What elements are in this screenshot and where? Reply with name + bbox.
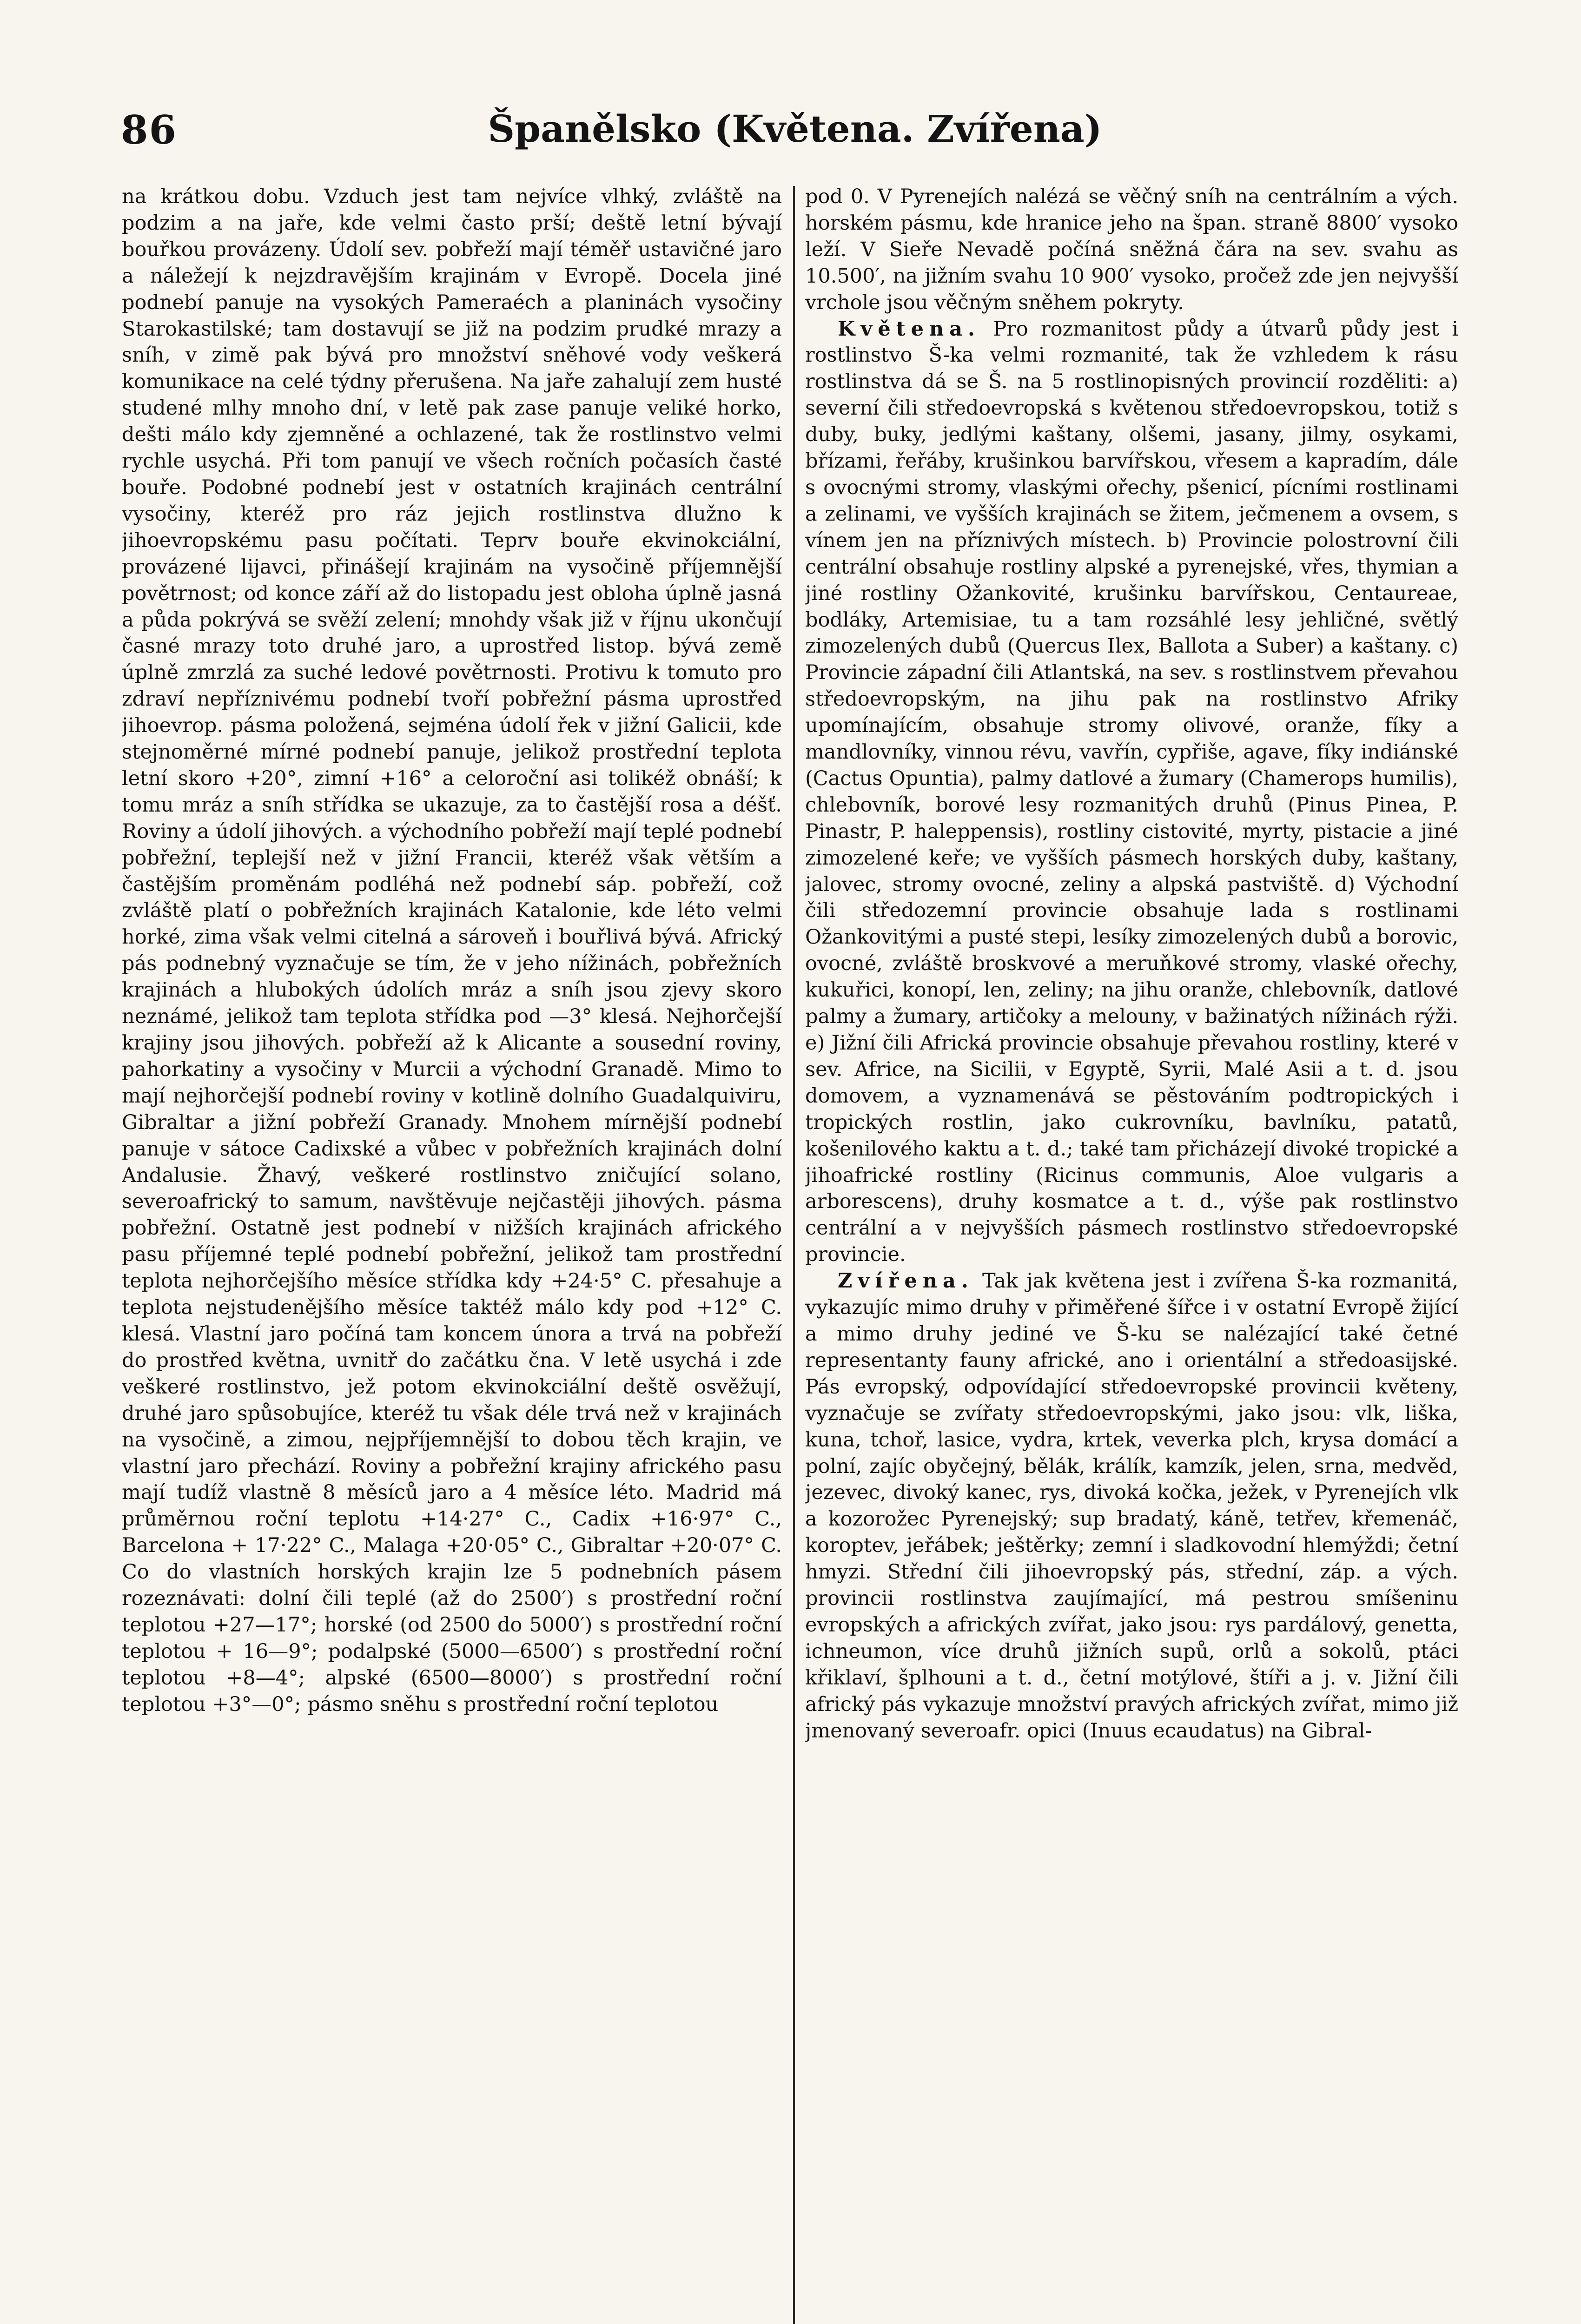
fauna-heading: Zvířena. bbox=[838, 1269, 974, 1293]
running-title: Španělsko (Květena. Zvířena) bbox=[488, 107, 1102, 151]
left-column bbox=[122, 184, 782, 2324]
flora-text: Pro rozmanitost půdy a útvarů půdy jest i rostlinstvo Š-ka velmi rozmanité, tak že vzhledem k rásu rostlinstva dá se Š. na 5 rostlinopisných provincií rozděliti: a) severní čili středoevropská s květenou středoevropskou, totiž s duby, buky, jedlými kaštany, olšemi, jasany, jilmy, osykami, břízami, řeřáby, krušinkou barvířskou, vřesem a kapradím, dále s ovocnými stromy, vlaskými ořechy, pšenicí, pícními rostlinami a zelinami, ve vyšších krajinách se žitem, ječmenem a ovsem, s vínem jen na příznivých místech. b) Provincie polostrovní čili centrální obsahuje rostliny alpské a pyrenejské, vřes, thymian a jiné rostliny Ožankovité, krušinku barvířskou, Centaureae, bodláky, Artemisiae, tu a tam rozsáhlé lesy jehličné, světlý zimozelených dubů (Quercus Ilex, Ballota a Suber) a kaštany. c) Provincie západní čili Atlantská, na sev. s rostlinstvem převahou středoevropským, na jihu pak na rostlinstvo Afriky upomínajícím, obsahuje stromy olivové, oranže, fíky a mandlovníky, vinnou révu, vavřín, cypřiše, agave, fíky indiánské (Cactus Opuntia), palmy datlové a žumary (Chamerops humilis), chlebovník, borové lesy rozmanitých druhů (Pinus Pinea, P. Pinastr, P. haleppensis), rostliny cistovité, myrty, pistacie a jiné zimozelené keře; ve vyšších pásmech horských duby, kaštany, jalovec, stromy ovocné, zeliny a alpská pastviště. d) Východní čili středozemní provincie obsahuje lada s rostlinami Ožankovitými a pusté stepi, lesíky zimozelených dubů a borovic, ovocné, zvláště broskvové a meruňkové stromy, vlaské ořechy, kukuřici, konopí, len, zeliny; na jihu oranže, chlebovník, datlové palmy a žumary, artičoky a melouny, v bažinatých nížinách rýži. e) Jižní čili Africká provincie obsahuje převahou rostliny, které v sev. Africe, na Sicilii, v Egyptě, Syrii, Malé Asii a t. d. jsou domovem, a vyznamenává se pěstováním podtropických i tropických rostlin, jako cukrovníku, bavlníku, patatů, košenilového kaktu a t. d.; také tam přicházejí divoké tropické a jihoafrické rostliny (Ricinus communis, Aloe vulgaris a arborescens), druhy kosmatce a t. d., výše pak rostlinstvo centrální a v nejvyšších pásmech rostlinstvo středoevropské provincie. bbox=[805, 317, 1458, 1267]
climate-continuation: pod 0. V Pyrenejích nalézá se věčný sníh na centrálním a vých. horském pásmu, kde hranice jeho na špan. straně 8800′ vysoko leží. V Sieře Nevadě počíná sněžná čára na sev. svahu as 10.500′, na jižním svahu 10 900′ vysoko, pročež zde jen nejvyšší vrchole jsou věčným sněhem pokryty. bbox=[805, 185, 1458, 314]
column-divider bbox=[793, 186, 795, 2324]
right-column bbox=[805, 184, 1458, 2324]
fauna-text: Tak jak květena jest i zvířena Š-ka rozmanitá, vykazujíc mimo druhy v přiměřené šířce i v ostatní Evropě žijící a mimo druhy jediné ve Š-ku se nalézající také četné representanty fauny africké, ano i orientální a středoasijské. Pás evropský, odpovídající středoevropské provincii květeny, vyznačuje se zvířaty středoevropskými, jako jsou: vlk, liška, kuna, tchoř, lasice, vydra, krtek, veverka plch, krysa domácí a polní, zajíc obyčejný, bělák, králík, kamzík, jelen, srna, medvěd, jezevec, divoký kanec, rys, divoká kočka, ježek, v Pyrenejích vlk a kozorožec Pyrenejský; sup bradatý, káně, tetřev, křemenáč, koroptev, jeřábek; ještěrky; zemní i sladkovodní hlemýždi; četní hmyzi. Střední čili jihoevropský pás, střední, záp. a vých. provincii rostlinstva zaujímající, má pestrou smíšeninu evropských a afrických zvířat, jako jsou: rys pardálový, genetta, ichneumon, více druhů jižních supů, orlů a sokolů, ptáci křiklaví, šplhouni a t. d., četní motýlové, štíři a j. v. Jižní čili africký pás vykazuje množství pravých afrických zvířat, mimo již jmenovaný severoafr. opici (Inuus ecaudatus) na Gibral- bbox=[805, 1269, 1458, 1743]
climate-text: na krátkou dobu. Vzduch jest tam nejvíce vlhký, zvláště na podzim a na jaře, kde velmi často prší; deště letní bývají bouřkou provázeny. Údolí sev. pobřeží mají téměř ustavičné jaro a náležejí k nejzdravějším krajinám v Evropě. Docela jiné podnebí panuje na vysokých Pameraéch a planinách vysočiny Starokastilské; tam dostavují se již na podzim prudké mrazy a sníh, v zimě pak bývá pro množství sněhové vody veškerá komunikace na celé týdny přerušena. Na jaře zahalují zem husté studené mlhy mnoho dní, v letě pak zase panuje veliké horko, dešti málo kdy zjemněné a ochlazené, tak že rostlinstvo velmi rychle usychá. Při tom panují ve všech ročních počasích časté bouře. Podobné podnebí jest v ostatních krajinách centrální vysočiny, kteréž pro ráz jejich rostlinstva dlužno k jihoevropskému pasu počítati. Teprv bouře ekvinokciální, provázené lijavci, přinášejí krajinám na vysočině příjemnější povětrnost; od konce září až do listopadu jest obloha úplně jasná a půda pokrývá se svěží zelení; mnohdy však již v říjnu ukončují časné mrazy toto druhé jaro, a uprostřed listop. bývá země úplně zmrzlá za suché ledové povětrnosti. Protivu k tomuto pro zdraví nepříznivému podnebí tvoří pobřežní pásma uprostřed jihoevrop. pásma položená, sejména údolí řek v jižní Galicii, kde stejnoměrné mírné podnebí panuje, jelikož prostřední teplota letní skoro +20°, zimní +16° a celoroční asi tolikéž obnáší; k tomu mráz a sníh střídka se ukazuje, za to častější rosa a déšť. Roviny a údolí jihových. a východního pobřeží mají teplé podnebí pobřežní, teplejší než v jižní Francii, kteréž však větším a častějším proměnám podléhá než podnebí sáp. pobřeží, což zvláště platí o pobřežních krajinách Katalonie, kde léto velmi horké, zima však velmi citelná a sároveň i bouřlivá bývá. Africký pás podnebný vyznačuje se tím, že v jeho nížinách, pobřežních krajinách a hlubokých údolích mráz a sníh jsou zjevy skoro neznámé, jelikož tam teplota střídka pod —3° klesá. Nejhorčejší krajiny jsou jihových. pobřeží až k Alicante a sousední roviny, pahorkatiny a vysočiny v Murcii a východní Granadě. Mimo to mají nejhorčejší podnebí roviny v kotlině dolního Guadalquiviru, Gibraltar a jižní pobřeží Granady. Mnohem mírnější podnebí panuje v sátoce Cadixské a vůbec v pobřežních krajinách dolní Andalusie. Žhavý, veškeré rostlinstvo zničující solano, severoafrický to samum, navštěvuje nejčastěji jihových. pásma pobřežní. Ostatně jest podnebí v nižších krajinách afrického pasu příjemné teplé podnebí pobřežní, jelikož tam prostřední teplota nejhorčejšího měsíce střídka kdy +24·5° C. přesahuje a teplota nejstudenějšího měsíce taktéž málo kdy pod +12° C. klesá. Vlastní jaro počíná tam koncem února a trvá na pobřeží do prostřed května, uvnitř do začátku čna. V letě usychá i zde veškeré rostlinstvo, jež potom ekvinokciální deště osvěžují, druhé jaro spůsobujíce, kteréž tu však déle trvá než v krajinách na vysočině, a zimou, nejpříjemnější to dobou těch krajin, ve vlastní jaro přechází. Roviny a pobřežní krajiny afrického pasu mají tudíž vlastně 8 měsíců jaro a 4 měsíce léto. Madrid má průměrnou roční teplotu +14·27° C., Cadix +16·97° C., Barcelona + 17·22° C., Malaga +20·05° C., Gibraltar +20·07° C. Co do vlastních horských krajin lze 5 podnebních pásem rozeznávati: dolní čili teplé (až do 2500′) s prostřední roční teplotou +27—17°; horské (od 2500 do 5000′) s prostřední roční teplotou + 16—9°; podalpské (5000—6500′) s prostřední roční teplotou +8—4°; alpské (6500—8000′) s prostřední roční teplotou +3°—0°; pásmo sněhu s prostřední roční teplotou bbox=[122, 185, 782, 1716]
page-header bbox=[121, 107, 1469, 167]
flora-paragraph bbox=[805, 316, 1458, 1268]
flora-heading: Květena. bbox=[838, 317, 981, 341]
fauna-paragraph bbox=[805, 1268, 1458, 1744]
page-number: 86 bbox=[121, 107, 177, 153]
